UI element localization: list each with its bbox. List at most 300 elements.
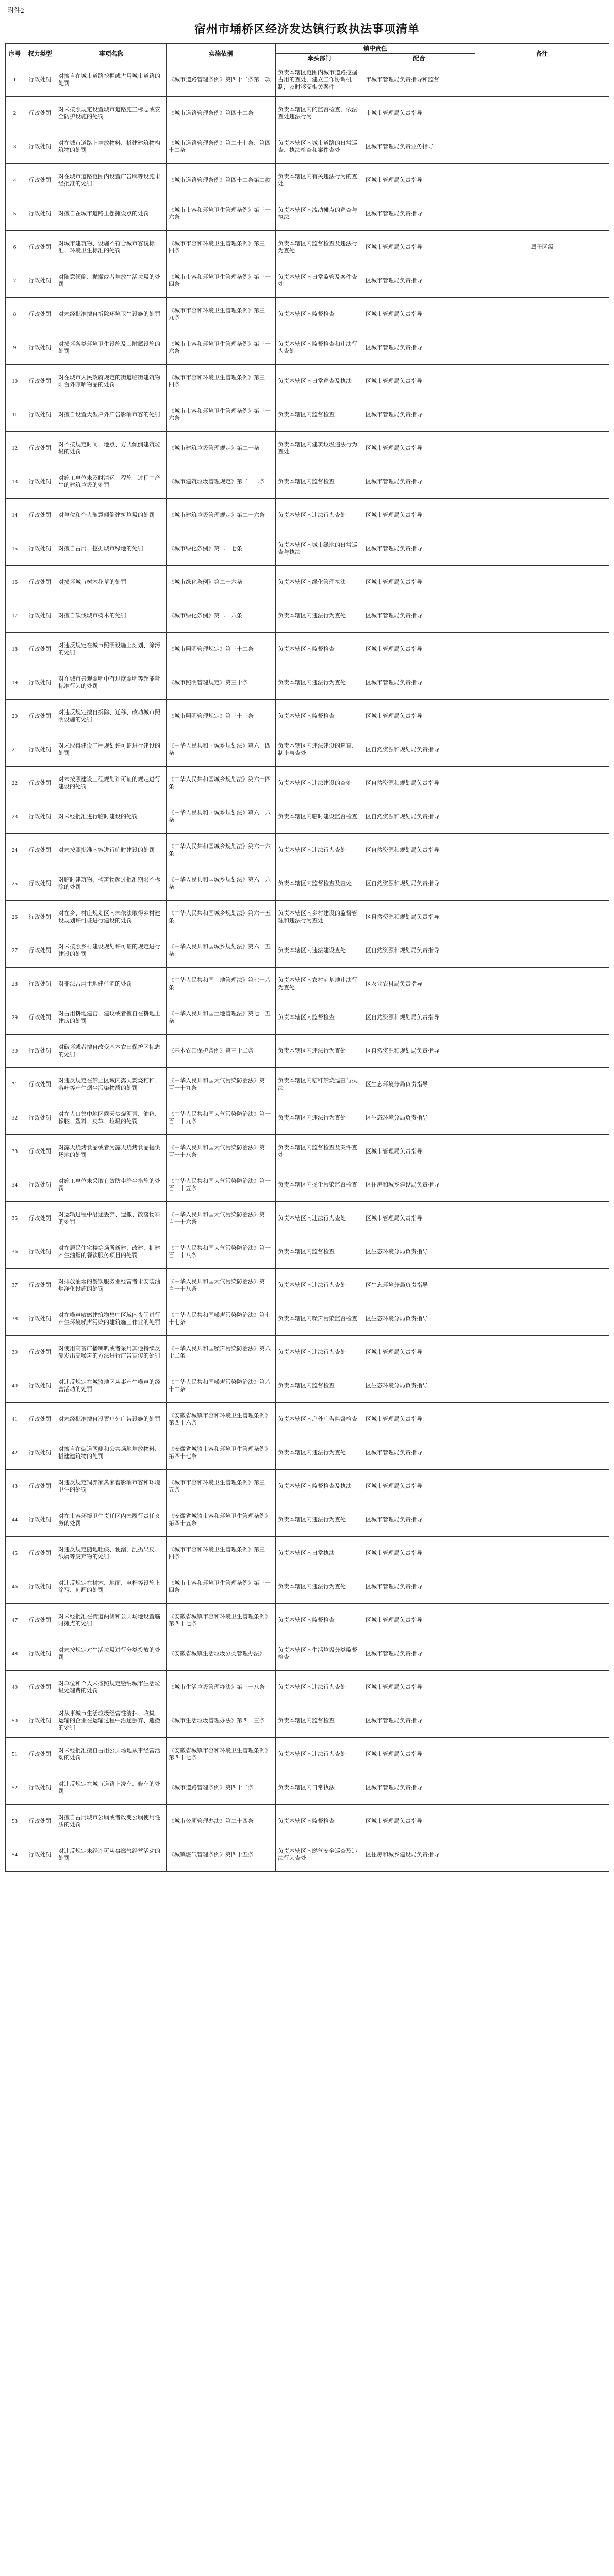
table-row — [6, 1135, 609, 1168]
row-item-name-text: 对单位和个人未按照规定缴纳城市生活垃圾处理费的处罚 — [58, 1681, 160, 1694]
table-row — [6, 365, 609, 398]
row-coop-dept-text: 区城市管理局负责指导 — [366, 546, 422, 552]
row-item-name-text: 对损坏各类环境卫生设施及其附属设施的处罚 — [58, 341, 160, 354]
row-lead-dept — [276, 1336, 363, 1369]
row-power-type — [24, 63, 56, 97]
header-dept-coop: 配合 — [363, 54, 475, 63]
row-number-text: 25 — [12, 880, 18, 887]
row-power-type — [24, 968, 56, 1001]
row-legal-basis-text: 《城市市容和环境卫生管理条例》第三十六条 — [169, 341, 271, 354]
row-lead-dept-text: 负责本辖区内监督检查及执法 — [278, 1483, 352, 1489]
row-item-name-text: 对违反规定擅自拆除、迁移、改动城市照明设施的处罚 — [58, 709, 160, 723]
row-legal-basis — [167, 331, 276, 365]
row-item-name-text: 对在乡、村庄规划区内未依法取得乡村建设规划许可证进行建设的处罚 — [58, 910, 160, 924]
row-legal-basis — [167, 1001, 276, 1035]
row-number — [6, 700, 24, 733]
row-number — [6, 1570, 24, 1604]
row-coop-dept — [363, 1135, 475, 1168]
row-number-text: 43 — [12, 1483, 18, 1489]
row-item-name-text: 对擅自在城市道路挖掘或占用城市道路的处罚 — [58, 73, 160, 87]
row-coop-dept-text: 区城市管理局负责指导 — [366, 1215, 422, 1222]
row-power-type — [24, 1537, 56, 1570]
row-coop-dept — [363, 1168, 475, 1202]
row-lead-dept-text: 负责本辖区内违法行为查处 — [278, 1282, 346, 1289]
row-power-type — [24, 365, 56, 398]
row-note — [475, 231, 609, 264]
row-coop-dept — [363, 164, 475, 197]
row-legal-basis — [167, 1470, 276, 1503]
row-number — [6, 1738, 24, 1771]
row-coop-dept — [363, 298, 475, 331]
row-coop-dept — [363, 1202, 475, 1235]
row-number — [6, 1805, 24, 1838]
row-note — [475, 1035, 609, 1068]
row-item-name — [56, 1537, 167, 1570]
row-legal-basis-text: 《中华人民共和国大气污染防治法》第一百一十九条 — [169, 1111, 271, 1125]
row-item-name-text: 对违反规定在树木、地面、电杆等设施上涂写、刻画的处罚 — [58, 1580, 160, 1594]
row-number — [6, 1302, 24, 1336]
row-power-type-text: 行政处罚 — [28, 1383, 52, 1389]
row-note — [475, 164, 609, 197]
row-coop-dept — [363, 767, 475, 800]
row-item-name-text: 对擅自在街道两侧和公共场地堆放物料、搭建建筑物的处罚 — [58, 1446, 160, 1460]
row-lead-dept — [276, 1470, 363, 1503]
row-coop-dept — [363, 968, 475, 1001]
row-legal-basis-text: 《安徽省城镇市容和环境卫生管理条例》第四十七条 — [169, 1446, 271, 1460]
row-legal-basis-text: 《城市市容和环境卫生管理条例》第三十四条 — [169, 274, 271, 287]
row-power-type-text: 行政处罚 — [28, 981, 52, 987]
row-lead-dept — [276, 834, 363, 867]
row-coop-dept-text: 区住房和城乡建设局负责指导 — [366, 1852, 439, 1858]
row-item-name — [56, 867, 167, 901]
row-item-name-text: 对未按照批准内容进行临时建设的处罚 — [58, 847, 155, 853]
row-note — [475, 398, 609, 432]
row-number — [6, 432, 24, 465]
row-number-text: 21 — [12, 747, 18, 753]
row-power-type-text: 行政处罚 — [28, 1182, 52, 1188]
table-row — [6, 398, 609, 432]
row-item-name-text: 对城市建筑物、设施不符合城市容貌标准、环境卫生标准的处罚 — [58, 241, 155, 254]
table-row — [6, 1101, 609, 1135]
row-number-text: 8 — [13, 311, 16, 317]
row-coop-dept — [363, 532, 475, 566]
row-lead-dept-text: 负责本辖区内乡村建设的监督管理和违法行为查处 — [278, 910, 357, 924]
row-lead-dept-text: 负责本辖区内违法行为查处 — [278, 1751, 346, 1757]
row-coop-dept-text: 区城市管理局负责指导 — [366, 1349, 422, 1355]
row-power-type — [24, 934, 56, 968]
table-row — [6, 1838, 609, 1872]
row-power-type-text: 行政处罚 — [28, 77, 52, 83]
row-coop-dept-text: 区自然资源和规划局负责指导 — [366, 947, 439, 954]
row-note — [475, 1805, 609, 1838]
table-row — [6, 63, 609, 97]
row-note — [475, 1001, 609, 1035]
row-number — [6, 1202, 24, 1235]
row-coop-dept-text: 区生态环境分局负责指导 — [366, 1115, 428, 1121]
row-legal-basis — [167, 1403, 276, 1436]
row-lead-dept-text: 负责本辖区内城市道路的日常巡查、执法检查和案件查处 — [278, 140, 357, 154]
row-item-name-text: 对擅自设置大型户外广告影响市容的处罚 — [58, 412, 160, 418]
table-row — [6, 532, 609, 566]
row-item-name-text: 对未按照规定设置城市道路施工标志或安全防护设施的处罚 — [58, 107, 160, 120]
row-power-type — [24, 1336, 56, 1369]
row-coop-dept — [363, 499, 475, 532]
row-lead-dept-text: 负责本辖区内日常巡查及执法 — [278, 378, 352, 384]
row-power-type-text: 行政处罚 — [28, 1651, 52, 1657]
row-number-text: 23 — [12, 814, 18, 820]
row-legal-basis — [167, 968, 276, 1001]
row-item-name-text: 对在城市道路上堆放物料、搭建建筑物构筑物的处罚 — [58, 140, 160, 154]
row-item-name-text: 对施工单位未采取有效防尘降尘措施的处罚 — [58, 1178, 160, 1192]
table-row — [6, 834, 609, 867]
row-item-name-text: 对破坏或者擅自改变基本农田保护区标志的处罚 — [58, 1044, 160, 1058]
row-lead-dept-text: 负责本辖区内秸秆禁烧巡查与执法 — [278, 1078, 357, 1091]
row-lead-dept-text: 负责本辖区内监督检查 — [278, 479, 335, 485]
row-lead-dept — [276, 1570, 363, 1604]
row-number — [6, 1101, 24, 1135]
table-row — [6, 1604, 609, 1637]
row-number — [6, 834, 24, 867]
row-lead-dept-text: 负责本辖区内临时建设监督检查 — [278, 814, 357, 820]
row-number-text: 1 — [13, 77, 16, 83]
row-item-name-text: 对占用耕地建窑、建坟或者擅自在耕地上建房的处罚 — [58, 1011, 160, 1024]
row-lead-dept-text: 负责本辖区内日常执法 — [278, 1785, 335, 1791]
row-coop-dept-text: 区城市管理局负责指导 — [366, 579, 422, 585]
row-number-text: 10 — [12, 378, 18, 384]
row-item-name — [56, 566, 167, 599]
row-note — [475, 834, 609, 867]
row-number — [6, 1503, 24, 1537]
row-legal-basis-text: 《城市市容和环境卫生管理条例》第三十五条 — [169, 1480, 271, 1493]
row-number-text: 3 — [13, 144, 16, 150]
row-number — [6, 1035, 24, 1068]
row-power-type — [24, 733, 56, 767]
table-row — [6, 465, 609, 499]
table-row — [6, 1068, 609, 1101]
row-power-type — [24, 532, 56, 566]
row-number-text: 41 — [12, 1416, 18, 1422]
row-number — [6, 197, 24, 231]
header-dept-group: 镇中责任 — [276, 44, 475, 54]
row-item-name — [56, 1436, 167, 1470]
row-number — [6, 1403, 24, 1436]
row-note — [475, 1369, 609, 1403]
row-legal-basis — [167, 901, 276, 934]
row-legal-basis-text: 《城市生活垃圾管理办法》第三十八条 — [169, 1684, 265, 1690]
row-coop-dept — [363, 1771, 475, 1805]
row-number-text: 13 — [12, 479, 18, 485]
row-coop-dept — [363, 1302, 475, 1336]
row-number — [6, 666, 24, 700]
row-power-type — [24, 1168, 56, 1202]
row-number — [6, 1001, 24, 1035]
row-number-text: 31 — [12, 1081, 18, 1088]
row-number-text: 18 — [12, 646, 18, 652]
row-item-name-text: 对违反规定饲养家禽家畜影响市容和环境卫生的处罚 — [58, 1480, 160, 1493]
row-lead-dept-text: 负责本辖区内监督检查及查处 — [278, 880, 352, 887]
row-power-type-text: 行政处罚 — [28, 378, 52, 384]
row-lead-dept-text: 负责本辖区范围内城市道路挖掘占用的查处，建立工作协调机制，及时移交相关案件 — [278, 70, 357, 90]
row-number — [6, 968, 24, 1001]
row-item-name — [56, 934, 167, 968]
table-row — [6, 97, 609, 130]
row-lead-dept-text: 负责本辖区内违法建设的巡查、制止与查处 — [278, 743, 357, 756]
row-power-type — [24, 1269, 56, 1302]
table-row — [6, 1738, 609, 1771]
row-note — [475, 566, 609, 599]
row-lead-dept-text: 负责本辖区内监督检查 — [278, 1718, 335, 1724]
row-number-text: 54 — [12, 1852, 18, 1858]
table-row — [6, 1704, 609, 1738]
row-lead-dept-text: 负责本辖区内监督检查 — [278, 1014, 335, 1021]
row-number — [6, 365, 24, 398]
row-power-type-text: 行政处罚 — [28, 1349, 52, 1355]
row-note — [475, 666, 609, 700]
row-note — [475, 1704, 609, 1738]
row-power-type-text: 行政处罚 — [28, 847, 52, 853]
row-item-name — [56, 733, 167, 767]
row-power-type — [24, 331, 56, 365]
header-name: 事项名称 — [56, 44, 167, 63]
row-legal-basis-text: 《城市生活垃圾管理办法》第四十三条 — [169, 1718, 265, 1724]
row-legal-basis-text: 《中华人民共和国大气污染防治法》第一百一十八条 — [169, 1279, 271, 1292]
row-power-type — [24, 164, 56, 197]
row-note — [475, 1604, 609, 1637]
row-number — [6, 867, 24, 901]
row-legal-basis-text: 《中华人民共和国城乡规划法》第六十四条 — [169, 743, 271, 756]
header-type: 权力类型 — [24, 44, 56, 63]
row-item-name-text: 对在市容环境卫生责任区内未履行责任义务的处罚 — [58, 1513, 160, 1527]
table-row — [6, 700, 609, 733]
row-lead-dept — [276, 1135, 363, 1168]
row-number — [6, 767, 24, 800]
row-item-name-text: 对未取得建设工程规划许可证进行建设的处罚 — [58, 743, 160, 756]
row-item-name-text: 对单位和个人随意倾倒建筑垃圾的处罚 — [58, 512, 155, 518]
row-power-type-text: 行政处罚 — [28, 1316, 52, 1322]
table-row — [6, 1436, 609, 1470]
row-legal-basis — [167, 1168, 276, 1202]
row-legal-basis-text: 《中华人民共和国噪声污染防治法》第八十二条 — [169, 1346, 271, 1359]
row-number-text: 51 — [12, 1751, 18, 1757]
row-number-text: 47 — [12, 1617, 18, 1623]
row-legal-basis-text: 《安徽省城镇市容和环境卫生管理条例》第四十七条 — [169, 1748, 271, 1761]
row-coop-dept — [363, 1068, 475, 1101]
row-coop-dept — [363, 733, 475, 767]
row-lead-dept-text: 负责本辖区内监督检查 — [278, 412, 335, 418]
row-legal-basis-text: 《中华人民共和国大气污染防治法》第一百一十六条 — [169, 1212, 271, 1225]
row-power-type-text: 行政处罚 — [28, 177, 52, 183]
row-lead-dept — [276, 63, 363, 97]
row-number-text: 19 — [12, 680, 18, 686]
row-lead-dept-text: 负责本辖区内监督检查 — [278, 311, 335, 317]
row-power-type — [24, 1101, 56, 1135]
row-item-name — [56, 1403, 167, 1436]
row-power-type — [24, 1570, 56, 1604]
row-power-type — [24, 1838, 56, 1872]
table-row — [6, 1771, 609, 1805]
row-power-type — [24, 97, 56, 130]
row-coop-dept-text: 市城市管理局负责指导和监督 — [366, 77, 439, 83]
row-item-name-text: 对在城市道路范围内设置广告牌等设施未经批准的处罚 — [58, 174, 160, 187]
row-number-text: 33 — [12, 1148, 18, 1155]
row-legal-basis — [167, 231, 276, 264]
row-coop-dept — [363, 901, 475, 934]
row-number — [6, 231, 24, 264]
row-lead-dept-text: 负责本辖区内监督检查和违法行为查处 — [278, 341, 357, 354]
row-power-type — [24, 197, 56, 231]
row-legal-basis-text: 《中华人民共和国噪声污染防治法》第八十二条 — [169, 1379, 271, 1393]
row-lead-dept — [276, 1704, 363, 1738]
row-number — [6, 901, 24, 934]
row-number — [6, 934, 24, 968]
row-lead-dept-text: 负责本辖区内的监督检查，依法查处违法行为 — [278, 107, 357, 120]
row-power-type-text: 行政处罚 — [28, 680, 52, 686]
row-note — [475, 1771, 609, 1805]
row-number-text: 6 — [13, 244, 16, 250]
row-number — [6, 1838, 24, 1872]
row-legal-basis — [167, 1771, 276, 1805]
row-note — [475, 934, 609, 968]
row-power-type — [24, 1068, 56, 1101]
row-item-name-text: 对在人口集中地区露天焚烧沥青、油毡、橡胶、塑料、皮革、垃圾的处罚 — [58, 1111, 160, 1125]
row-note — [475, 1470, 609, 1503]
row-note — [475, 1168, 609, 1202]
row-coop-dept-text: 区自然资源和规划局负责指导 — [366, 1048, 439, 1054]
row-legal-basis-text: 《中华人民共和国城乡规划法》第六十六条 — [169, 810, 271, 823]
row-lead-dept-text: 负责本辖区内违法行为查处 — [278, 512, 346, 518]
row-power-type-text: 行政处罚 — [28, 244, 52, 250]
row-number-text: 50 — [12, 1718, 18, 1724]
row-coop-dept — [363, 1503, 475, 1537]
row-legal-basis-text: 《城市照明管理规定》第三十条 — [169, 680, 248, 686]
table-row — [6, 733, 609, 767]
row-lead-dept-text: 负责本辖区内监督检查 — [278, 1617, 335, 1623]
row-lead-dept — [276, 1269, 363, 1302]
row-legal-basis-text: 《城市照明管理规定》第三十二条 — [169, 646, 254, 652]
row-coop-dept-text: 区自然资源和规划局负责指导 — [366, 780, 439, 786]
row-coop-dept-text: 区自然资源和规划局负责指导 — [366, 914, 439, 920]
row-legal-basis-text: 《安徽省城镇市容和环境卫生管理条例》第四十五条 — [169, 1513, 271, 1527]
row-coop-dept-text: 区自然资源和规划局负责指导 — [366, 847, 439, 853]
table-row — [6, 666, 609, 700]
row-power-type-text: 行政处罚 — [28, 1048, 52, 1054]
row-item-name-text: 对从事城市生活垃圾经营性清扫、收集、运输的企业在运输过程中沿途丢弃、遗撒的处罚 — [58, 1710, 160, 1731]
row-power-type — [24, 1001, 56, 1035]
table-row — [6, 331, 609, 365]
row-item-name — [56, 164, 167, 197]
row-lead-dept-text: 负责本辖区内有关违法行为的查处 — [278, 174, 357, 187]
row-note — [475, 63, 609, 97]
row-number — [6, 298, 24, 331]
row-legal-basis-text: 《城市市容和环境卫生管理条例》第三十六条 — [169, 408, 271, 421]
row-item-name-text: 对在城市人民政府规定的街道临街建筑物阳台外晾晒物品的处罚 — [58, 375, 160, 388]
row-item-name-text: 对在噪声敏感建筑物集中区域内夜间进行产生环境噪声污染的建筑施工作业的处罚 — [58, 1312, 160, 1326]
row-item-name — [56, 800, 167, 834]
row-item-name-text: 对损坏城市树木花草的处罚 — [58, 579, 126, 585]
page-title: 宿州市埇桥区经济发达镇行政执法事项清单 — [194, 23, 420, 36]
row-legal-basis — [167, 365, 276, 398]
row-power-type — [24, 599, 56, 633]
table-row — [6, 633, 609, 666]
row-coop-dept-text: 区城市管理局负责指导 — [366, 713, 422, 719]
row-power-type — [24, 264, 56, 298]
row-note — [475, 1503, 609, 1537]
row-item-name-text: 对运输过程中沿途丢弃、遗撒、散落物料的处罚 — [58, 1212, 160, 1225]
row-legal-basis — [167, 1035, 276, 1068]
row-lead-dept — [276, 1369, 363, 1403]
row-coop-dept-text: 区城市管理局负责指导 — [366, 278, 422, 284]
row-item-name — [56, 1168, 167, 1202]
row-legal-basis-text: 《城市建筑垃圾管理规定》第二十六条 — [169, 512, 265, 518]
row-note — [475, 365, 609, 398]
row-legal-basis — [167, 532, 276, 566]
row-power-type-text: 行政处罚 — [28, 1785, 52, 1791]
row-number-text: 28 — [12, 981, 18, 987]
row-legal-basis-text: 《城市绿化条例》第二十七条 — [169, 546, 242, 552]
row-lead-dept-text: 负责本辖区内监督检查 — [278, 1249, 335, 1255]
row-coop-dept-text: 区城市管理局负责指导 — [366, 479, 422, 485]
row-power-type — [24, 1235, 56, 1269]
row-power-type-text: 行政处罚 — [28, 211, 52, 217]
row-number-text: 12 — [12, 445, 18, 451]
row-lead-dept — [276, 733, 363, 767]
row-legal-basis-text: 《城市绿化条例》第二十六条 — [169, 579, 242, 585]
row-item-name-text: 对擅自在城市道路上摆摊设点的处罚 — [58, 211, 149, 217]
row-power-type — [24, 1805, 56, 1838]
row-number — [6, 800, 24, 834]
table-row — [6, 901, 609, 934]
row-item-name — [56, 599, 167, 633]
row-lead-dept — [276, 532, 363, 566]
row-number-text: 24 — [12, 847, 18, 853]
row-legal-basis-text: 《安徽省城镇生活垃圾分类管理办法》 — [169, 1651, 265, 1657]
row-number-text: 22 — [12, 780, 18, 786]
row-item-name — [56, 1503, 167, 1537]
row-number-text: 44 — [12, 1517, 18, 1523]
row-note — [475, 1068, 609, 1101]
row-item-name-text: 对擅自占用、挖掘城市绿地的处罚 — [58, 546, 143, 552]
row-coop-dept-text: 区城市管理局负责指导 — [366, 680, 422, 686]
row-power-type — [24, 633, 56, 666]
row-item-name-text: 对擅自占用城市公厕或者改变公厕使用性质的处罚 — [58, 1815, 160, 1828]
table-row — [6, 599, 609, 633]
row-power-type-text: 行政处罚 — [28, 1416, 52, 1422]
table-row — [6, 1637, 609, 1671]
row-power-type — [24, 867, 56, 901]
row-lead-dept — [276, 1503, 363, 1537]
row-lead-dept-text: 负责本辖区内违法行为查处 — [278, 613, 346, 619]
header-dept-lead: 牵头部门 — [276, 54, 363, 63]
row-legal-basis — [167, 432, 276, 465]
row-number-text: 14 — [12, 512, 18, 518]
row-lead-dept — [276, 1805, 363, 1838]
row-note — [475, 499, 609, 532]
table-row — [6, 934, 609, 968]
row-item-name-text: 对不按规定时间、地点、方式倾倒建筑垃圾的处罚 — [58, 442, 160, 455]
table-row — [6, 130, 609, 164]
row-legal-basis — [167, 566, 276, 599]
row-lead-dept — [276, 1302, 363, 1336]
row-number-text: 38 — [12, 1316, 18, 1322]
row-note — [475, 264, 609, 298]
row-legal-basis-text: 《城市道路管理条例》第四十二条 — [169, 110, 254, 116]
row-lead-dept-text: 负责本辖区内扬尘污染监督检查 — [278, 1182, 357, 1188]
row-legal-basis — [167, 63, 276, 97]
row-coop-dept-text: 区城市管理局负责指导 — [366, 311, 422, 317]
row-number-text: 39 — [12, 1349, 18, 1355]
table-row — [6, 1235, 609, 1269]
row-note — [475, 901, 609, 934]
